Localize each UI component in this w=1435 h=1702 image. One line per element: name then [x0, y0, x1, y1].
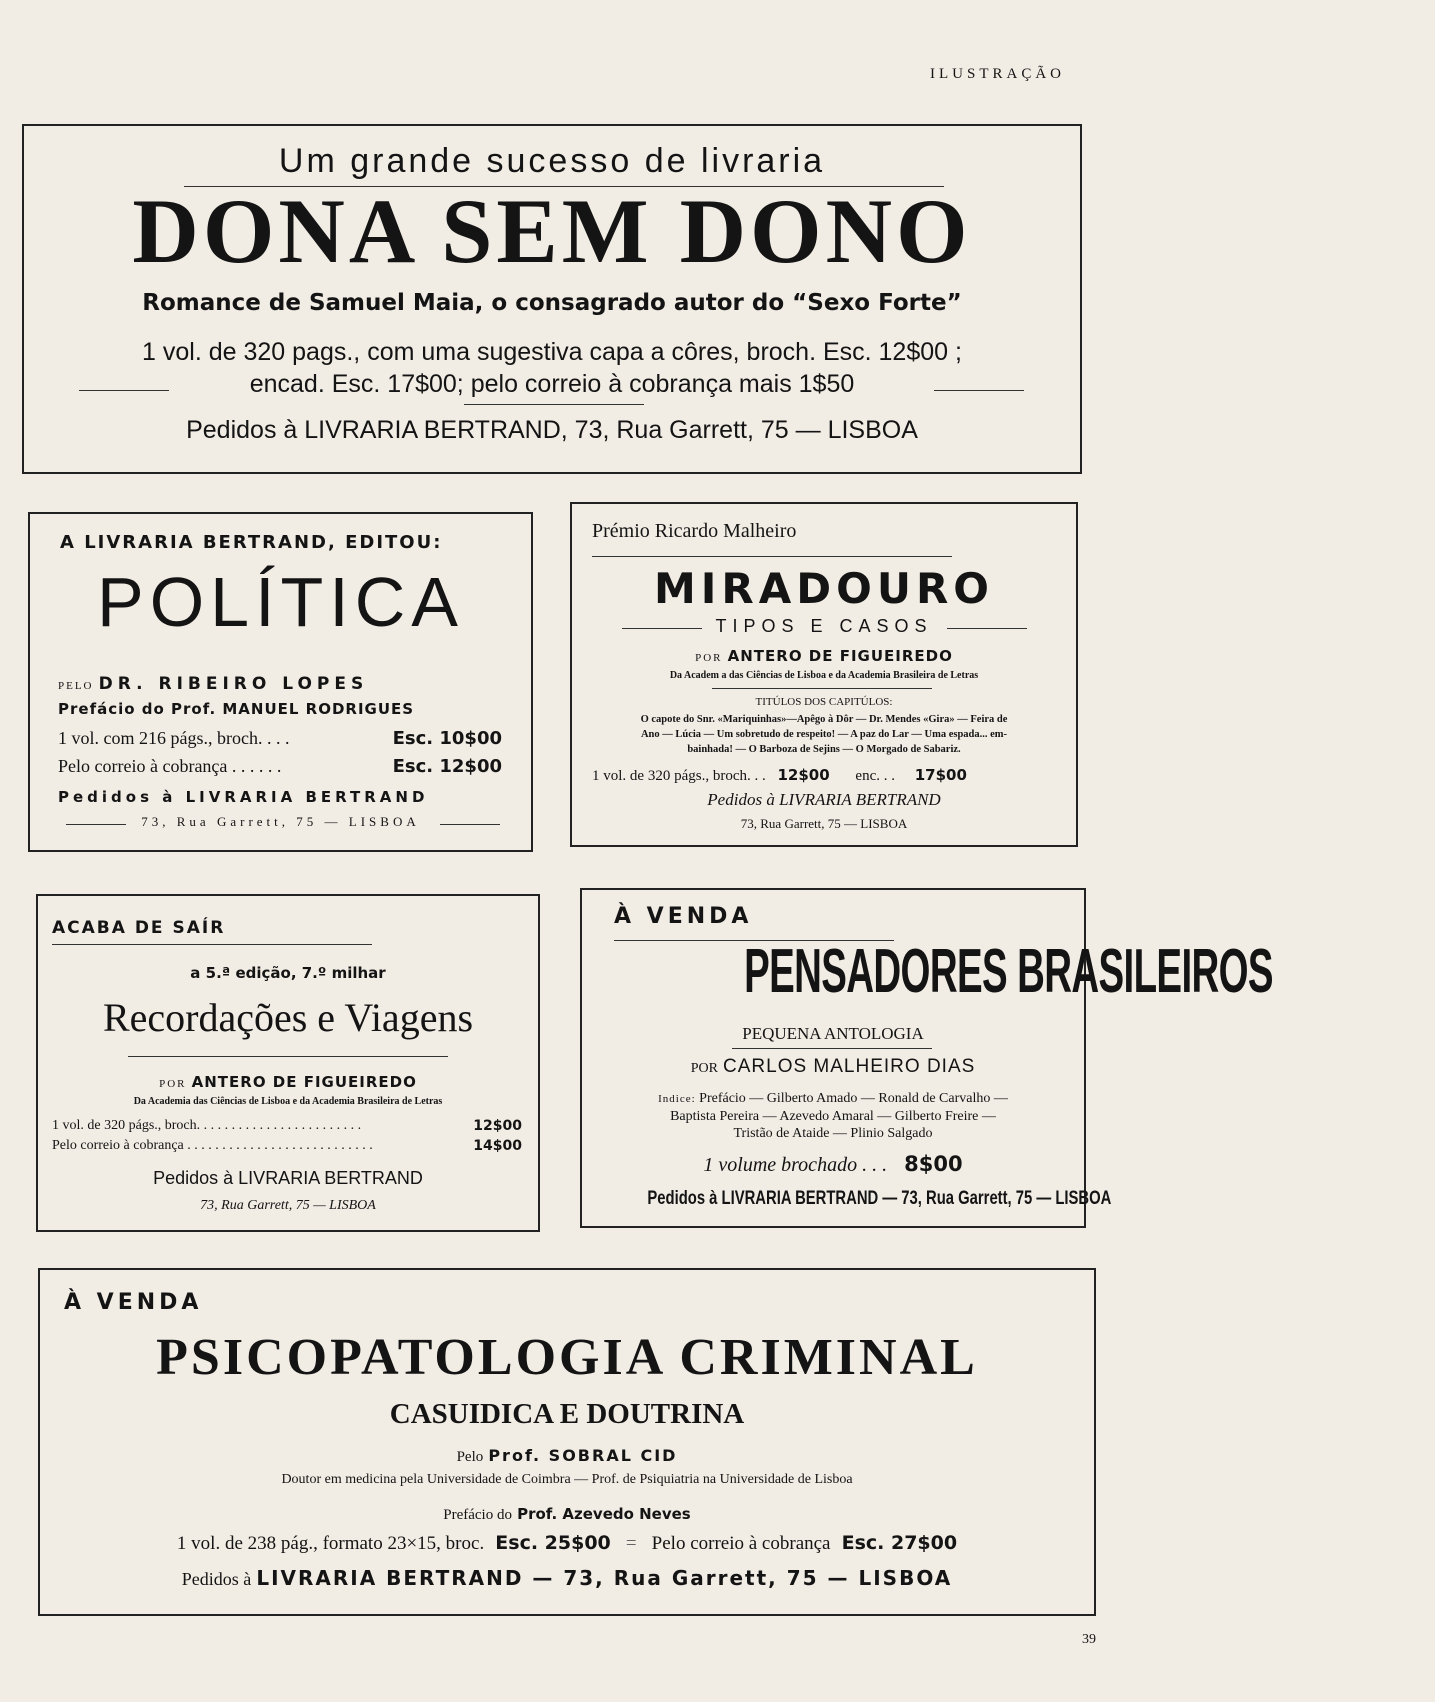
price-value: Esc. 10$00: [392, 728, 502, 749]
price-row-2: [58, 756, 502, 777]
orders-line: Pedidos à LIVRARIA BERTRAND, 73, Rua Garrett, 75 — LISBOA: [186, 416, 918, 444]
author-name: ANTERO DE FIGUEIREDO: [727, 647, 953, 665]
price-enc: 17$00: [914, 766, 967, 784]
orders: Pedidos à LIVRARIA BERTRAND — 73, Rua Garrett, 75 — LISBOA: [647, 1188, 1112, 1209]
author-prefix: PELO: [58, 680, 94, 692]
orders: Pedidos à LIVRARIA BERTRAND: [707, 790, 941, 809]
author-line: [572, 646, 1076, 665]
book-subtitle: Romance de Samuel Maia, o consagrado autor do “Sexo Forte”: [142, 290, 962, 316]
price-separator: =: [625, 1533, 637, 1554]
book-title: PSICOPATOLOGIA CRIMINAL: [156, 1329, 978, 1386]
heading: À VENDA: [64, 1290, 203, 1315]
orders-line: [40, 1566, 1094, 1590]
book-details-2: encad. Esc. 17$00; pelo correio à cobrança mais 1$50: [249, 370, 855, 398]
chapters-line: Ano — Lúcia — Um sobretudo de respeito! — A paz do Lar — Uma espada... em-: [640, 729, 1008, 740]
magazine-title: ILUSTRAÇÃO: [930, 66, 1066, 82]
author-prefix: POR: [690, 1061, 718, 1076]
book-subtitle: PEQUENA ANTOLOGIA: [742, 1024, 924, 1043]
price-label: Pelo correio à cobrança . . . . . . . . . . . . . . . . . . . . . . . . . . .: [52, 1138, 373, 1153]
book-title: DONA SEM DONO: [132, 180, 972, 282]
author-name: ANTERO DE FIGUEIREDO: [191, 1073, 417, 1091]
index-label: Indice:: [658, 1093, 696, 1105]
heading-underline: [52, 944, 372, 945]
book-title: POLÍTICA: [97, 563, 464, 641]
affiliation-rule: [712, 688, 932, 689]
price-broch: 12$00: [777, 766, 830, 784]
price-value: 14$00: [473, 1138, 522, 1154]
price-label: 1 vol. de 238 pág., formato 23×15, broc.: [176, 1533, 485, 1554]
author-prefix: POR: [695, 652, 723, 664]
price-row: [592, 766, 1052, 785]
address: 73, Rua Garrett, 75 — LISBOA: [740, 816, 908, 831]
price-value: Esc. 12$00: [392, 756, 502, 777]
title-underline: [128, 1056, 448, 1057]
address: 73, Rua Garrett, 75 — LISBOA: [200, 1198, 376, 1213]
chapters-heading: TITÚLOS DOS CAPITÚLOS:: [755, 696, 893, 708]
affiliation: Da Academia das Ciências de Lisboa e da Academia Brasileira de Letras: [133, 1096, 443, 1107]
price-value: 12$00: [473, 1118, 522, 1134]
orders-line: [572, 790, 1076, 810]
author-name: Prof. SOBRAL CID: [488, 1446, 678, 1465]
preface-prefix: Prefácio do: [443, 1507, 512, 1523]
orders-wrap: [582, 1188, 1112, 1210]
affiliation: Da Academ a das Ciências de Lisboa e da Academia Brasileira de Letras: [669, 670, 979, 681]
price-row: [582, 1152, 1084, 1177]
orders: LIVRARIA BERTRAND — 73, Rua Garrett, 75 — LISBOA: [256, 1566, 953, 1590]
book-subtitle: CASUIDICA E DOUTRINA: [389, 1398, 745, 1430]
price-row-2: [52, 1138, 522, 1154]
index-line: Baptista Pereira — Azevedo Amaral — Gilberto Freire —: [670, 1109, 996, 1124]
index-line: Tristão de Ataide — Plinio Salgado: [733, 1126, 933, 1141]
author-line: [40, 1446, 1094, 1466]
chapters-line: bainhada! — O Barboza de Sejins — O Morgado de Sabariz.: [687, 744, 961, 755]
price-row-1: [58, 728, 502, 749]
mail-label: Pelo correio à cobrança: [651, 1533, 831, 1554]
edition: a 5.ª edição, 7.º milhar: [190, 964, 386, 982]
orders: Pedidos à LIVRARIA BERTRAND: [153, 1168, 423, 1188]
index-text: Prefácio — Gilberto Amado — Ronald de Carvalho —: [699, 1091, 1008, 1106]
mail-price: Esc. 27$00: [841, 1532, 958, 1554]
price-line: [40, 1532, 1094, 1555]
price-value: Esc. 25$00: [495, 1532, 611, 1554]
page-number: 39: [1082, 1632, 1096, 1647]
ad-dona-sem-dono: [22, 124, 1082, 474]
author-line: [38, 1072, 538, 1091]
heading: À VENDA: [614, 904, 753, 929]
price-label: 1 vol. com 216 págs., broch. . . .: [58, 728, 290, 748]
ad-psicopatologia: [38, 1268, 1096, 1616]
author-prefix: Pelo: [456, 1449, 484, 1465]
book-title: MIRADOURO: [654, 564, 994, 613]
orders: Pedidos à LIVRARIA BERTRAND: [58, 788, 429, 806]
divider-right: [934, 390, 1024, 391]
heading: ACABA DE SAÍR: [52, 918, 226, 938]
price-label: 1 volume brochado . . .: [703, 1154, 888, 1176]
ad-pensadores: [580, 888, 1273, 1228]
preface: Prefácio do Prof. MANUEL RODRIGUES: [58, 700, 415, 718]
enc-label: enc. . .: [855, 768, 895, 784]
book-title-wrap: [582, 936, 1273, 1007]
heading: Prémio Ricardo Malheiro: [592, 520, 797, 542]
address: 73, Rua Garrett, 75 — LISBOA: [141, 814, 420, 829]
author-prefix: POR: [159, 1078, 187, 1090]
chapters-line: O capote do Snr. «Mariquinhas»—Apêgo à Dôr — Dr. Mendes «Gira» — Feira de: [640, 714, 1008, 725]
credentials: Doutor em medicina pela Universidade de Coimbra — Prof. de Psiquiatria na Universidade de Lisboa: [281, 1472, 853, 1487]
preface-author: Prof. Azevedo Neves: [517, 1505, 691, 1523]
book-title: Recordações e Viagens: [102, 995, 474, 1040]
divider-center: [464, 404, 644, 405]
ad-miradouro: [570, 502, 1078, 847]
author-name: DR. RIBEIRO LOPES: [98, 674, 369, 694]
ad-recordacoes: [36, 894, 540, 1232]
heading: A LIVRARIA BERTRAND, EDITOU:: [60, 532, 443, 553]
preface-line: [40, 1504, 1094, 1524]
heading-underline: [592, 556, 952, 557]
tagline: Um grande sucesso de livraria: [278, 142, 826, 180]
address-rule-right: [440, 824, 500, 825]
book-subtitle: TIPOS E CASOS: [715, 616, 933, 636]
author-line: [582, 1056, 1084, 1078]
author-name: CARLOS MALHEIRO DIAS: [723, 1056, 976, 1077]
price-label: 1 vol. de 320 págs., broch. . . . . . . . . . . . . . . . . . . . . . . .: [52, 1118, 362, 1133]
price-value: 8$00: [904, 1152, 963, 1176]
subtitle-rule-right: [947, 628, 1027, 629]
index: [582, 1090, 1084, 1142]
subtitle-underline: [732, 1048, 932, 1049]
book-title: PENSADORES BRASILEIROS: [744, 937, 1273, 1006]
index-line: [582, 1090, 1084, 1108]
chapters-text: [572, 712, 1076, 757]
price-label: Pelo correio à cobrança . . . . . .: [58, 756, 282, 776]
book-details-1: 1 vol. de 320 pags., com uma sugestiva capa a côres, broch. Esc. 12$00 ;: [142, 338, 962, 366]
ad-politica: [28, 512, 533, 852]
price-row-1: [52, 1118, 522, 1134]
author-line: [58, 674, 368, 694]
orders-prefix: Pedidos à: [181, 1569, 252, 1589]
price-label: 1 vol. de 320 págs., broch. . .: [592, 768, 766, 784]
